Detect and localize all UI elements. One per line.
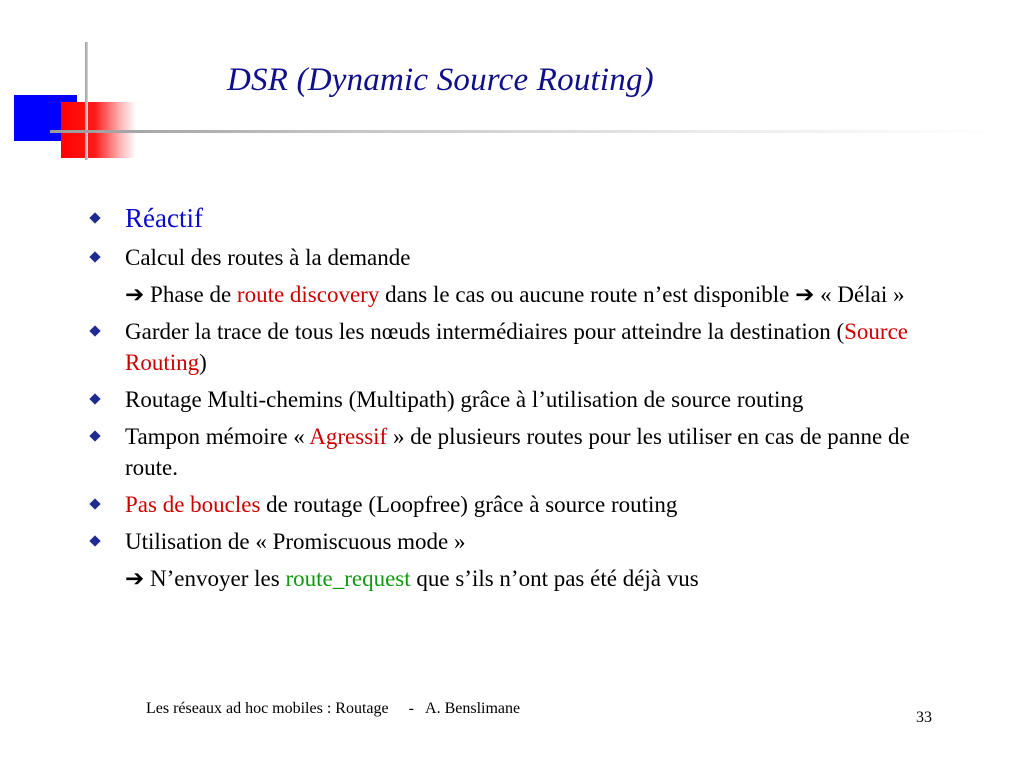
bullet-reactif-text: Réactif: [125, 203, 203, 233]
sub-item-phase-text-end: « Délai »: [814, 282, 905, 307]
diamond-bullet-icon: [89, 212, 100, 223]
bullet-boucles-text-after: de routage (Loopfree) grâce à source routing: [260, 492, 678, 517]
bullet-tampon-text-before: Tampon mémoire «: [125, 424, 310, 449]
page-number: 33: [916, 709, 932, 726]
route-request-highlight: route_request: [285, 566, 411, 591]
decorative-horizontal-line: [50, 130, 1004, 133]
bullet-routage: [88, 384, 928, 415]
diamond-bullet-icon: [89, 430, 100, 441]
bullet-garder: [88, 316, 928, 378]
right-arrow-icon: ➔: [125, 566, 145, 591]
diamond-bullet-icon: [89, 325, 100, 336]
sub-item-envoyer-text-before: N’envoyer les: [144, 566, 286, 591]
sub-item-envoyer: [88, 563, 928, 594]
diamond-bullet-icon: [89, 251, 100, 262]
bullet-tampon: [88, 421, 928, 483]
sub-item-phase: [88, 279, 928, 310]
route-discovery-highlight: route discovery: [236, 282, 380, 307]
diamond-bullet-icon: [89, 498, 100, 509]
bullet-garder-text-after: ): [199, 350, 207, 375]
sub-item-envoyer-text-after: que s’ils n’ont pas été déjà vus: [410, 566, 699, 591]
slide-title: DSR (Dynamic Source Routing): [227, 62, 654, 98]
agressif-highlight: Agressif: [309, 424, 388, 449]
bullet-boucles: [88, 489, 928, 520]
bullet-list: [88, 199, 928, 600]
decorative-vertical-line: [85, 42, 88, 160]
bullet-reactif: [88, 199, 928, 237]
slide-footer: Les réseaux ad hoc mobiles : Routage - A. Benslimane: [146, 700, 521, 717]
diamond-bullet-icon: [89, 535, 100, 546]
diamond-bullet-icon: [89, 393, 100, 404]
sub-item-phase-text-before: Phase de: [144, 282, 237, 307]
bullet-calcul: [88, 242, 928, 273]
bullet-garder-text-before: Garder la trace de tous les nœuds intermédiaires pour atteindre la destination (: [125, 319, 845, 344]
bullet-utilisation-text: Utilisation de « Promiscuous mode »: [125, 529, 466, 554]
right-arrow-icon: ➔: [795, 282, 815, 307]
bullet-routage-text: Routage Multi-chemins (Multipath) grâce à l’utilisation de source routing: [125, 387, 804, 412]
bullet-tampon-text-after: » de plusieurs routes pour les utiliser en cas de panne de route.: [125, 424, 910, 480]
right-arrow-icon: ➔: [125, 282, 145, 307]
bullet-calcul-text: Calcul des routes à la demande: [125, 245, 411, 270]
sub-item-phase-text-after: dans le cas ou aucune route n’est disponible: [379, 282, 796, 307]
pas-de-boucles-highlight: Pas de boucles: [125, 492, 261, 517]
source-routing-highlight: Source Routing: [125, 319, 909, 375]
bullet-utilisation: [88, 526, 928, 557]
